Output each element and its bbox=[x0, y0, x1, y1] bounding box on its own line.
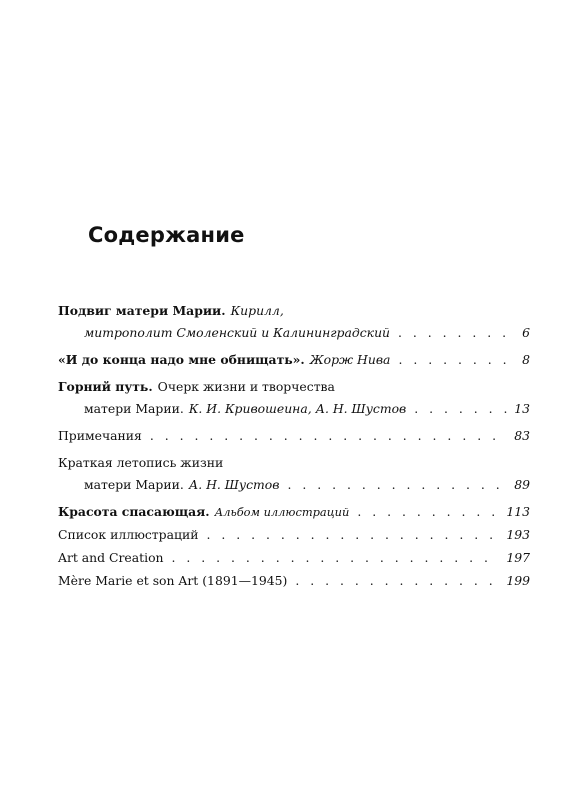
entry-subtitle: матери Марии. bbox=[84, 401, 184, 416]
page-number: 197 bbox=[506, 550, 530, 565]
page-number: 83 bbox=[514, 428, 530, 443]
toc-entry-obnishchat[interactable] bbox=[58, 349, 530, 371]
toc-entry-krasota[interactable] bbox=[58, 501, 530, 523]
toc-entry-letopis[interactable] bbox=[58, 452, 530, 496]
entry-subtitle: Очерк жизни и творчества bbox=[157, 379, 335, 394]
leader-dots bbox=[295, 570, 500, 592]
entry-author: митрополит Смоленский и Калининградский bbox=[84, 325, 391, 340]
entry-title: Примечания bbox=[58, 428, 142, 443]
toc-entry-art-creation[interactable] bbox=[58, 547, 530, 569]
leader-dots bbox=[398, 349, 516, 371]
entry-subtitle: матери Марии. bbox=[84, 477, 184, 492]
entry-title: Mère Marie et son Art (1891—1945) bbox=[58, 573, 288, 588]
entry-subtitle: Альбом иллюстраций bbox=[214, 505, 350, 519]
page-title: Содержание bbox=[88, 223, 245, 247]
page-number: 199 bbox=[506, 573, 530, 588]
leader-dots bbox=[150, 425, 508, 447]
leader-dots bbox=[357, 501, 500, 523]
entry-title: Art and Creation bbox=[58, 550, 164, 565]
leader-dots bbox=[398, 322, 516, 344]
entry-author: Жорж Нива bbox=[309, 352, 391, 367]
entry-author: А. Н. Шустов bbox=[188, 477, 280, 492]
entry-title: Краткая летопись жизни bbox=[58, 455, 224, 470]
toc-entry-podvig[interactable] bbox=[58, 300, 530, 344]
entry-title: «И до конца надо мне обнищать». bbox=[58, 352, 305, 367]
leader-dots bbox=[172, 547, 501, 569]
leader-dots bbox=[206, 524, 500, 546]
toc-entry-spisok[interactable] bbox=[58, 524, 530, 546]
page-number: 113 bbox=[506, 504, 530, 519]
page-number: 8 bbox=[522, 352, 530, 367]
entry-title: Красота спасающая. bbox=[58, 504, 210, 519]
leader-dots bbox=[287, 474, 508, 496]
page-number: 89 bbox=[514, 477, 530, 492]
entry-title: Подвиг матери Марии. bbox=[58, 303, 226, 318]
entry-title: Список иллюстраций bbox=[58, 527, 199, 542]
toc-entry-gorniy-put[interactable] bbox=[58, 376, 530, 420]
entry-author: Кирилл, bbox=[230, 303, 284, 318]
toc-entry-mere-marie[interactable] bbox=[58, 570, 530, 592]
table-of-contents bbox=[58, 300, 530, 588]
toc-entry-primechaniya[interactable] bbox=[58, 425, 530, 447]
page-number: 6 bbox=[522, 325, 530, 340]
entry-author: К. И. Кривошеина, А. Н. Шустов bbox=[188, 401, 407, 416]
page-number: 193 bbox=[506, 527, 530, 542]
page-number: 13 bbox=[514, 401, 530, 416]
entry-title: Горний путь. bbox=[58, 379, 153, 394]
leader-dots bbox=[414, 398, 508, 420]
